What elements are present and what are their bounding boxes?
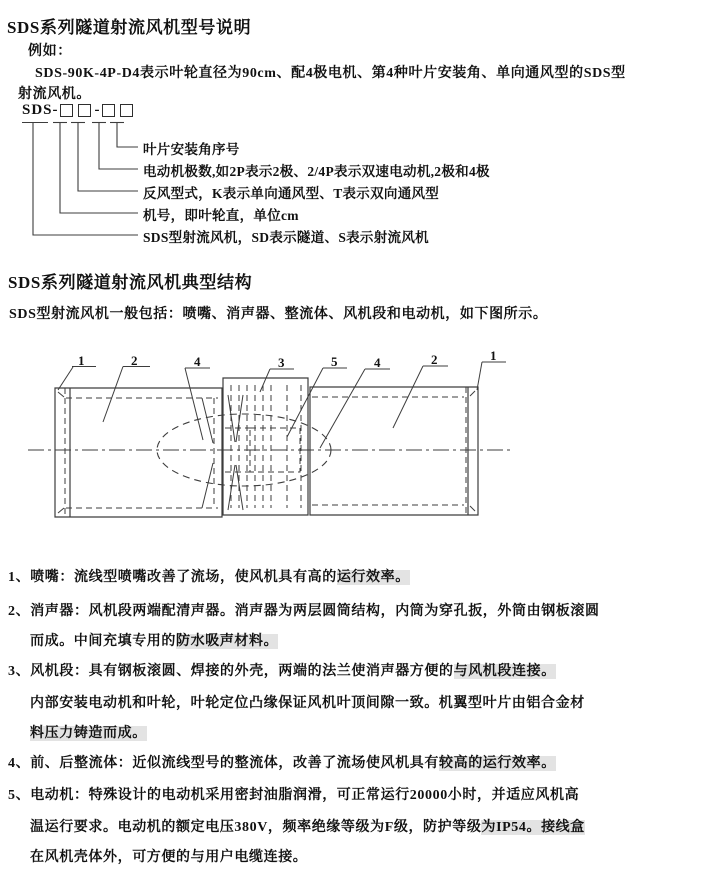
body-text-segment: 在风机壳体外，可方便的与用户电缆连接。: [30, 850, 308, 865]
model-legend-label: 电动机极数,如2P表示2极、2/4P表示双速电动机,2极和4极: [143, 164, 490, 179]
diagram-callout: [393, 352, 448, 428]
model-legend-label: SDS型射流风机，SD表示隧道、S表示射流风机: [143, 230, 429, 245]
callout-number: 5: [331, 354, 338, 369]
body-text-segment: 内部安装电动机和叶轮，叶轮定位凸缘保证风机叶顶间隙一致。机翼型叶片由铝合金材: [30, 696, 585, 711]
structure-intro: SDS型射流风机一般包括：喷嘴、消声器、整流体、风机段和电动机，如下图所示。: [9, 307, 548, 322]
body-line: [30, 722, 147, 742]
diagram-callout: [287, 354, 347, 437]
example-line-2: 射流风机。: [18, 87, 91, 102]
callout-number: 3: [278, 355, 285, 370]
highlighted-text: 较高的运行效率。: [439, 756, 556, 771]
body-text-segment: 2、消声器：风机段两端配清声器。消声器为两层圆筒结构，内筒为穿孔扳，外筒由钢板滚圆: [8, 604, 600, 619]
body-line: [8, 600, 600, 620]
diagram-callout: [477, 348, 506, 390]
body-line: [30, 846, 307, 866]
diagram-callout: [58, 353, 96, 390]
highlighted-text: 与风机段连接。: [453, 664, 556, 679]
highlighted-text: 运行效率。: [336, 570, 410, 585]
model-code-separator: -: [94, 102, 100, 118]
body-text-segment: 3、风机段：具有钢板滚圆、焊接的外壳，两端的法兰使消声器方便的: [8, 664, 454, 679]
callout-number: 4: [194, 354, 201, 369]
structure-section-title: SDS系列隧道射流风机典型结构: [8, 273, 253, 292]
fan-structure-diagram: [0, 345, 710, 557]
callout-number: 2: [131, 353, 138, 368]
model-legend-label: 机号，即叶轮直，单位cm: [143, 208, 299, 223]
example-label: 例如：: [28, 44, 72, 59]
diagram-callout: [260, 355, 294, 392]
body-text-segment: 4、前、后整流体：近似流线型号的整流体，改善了流场使风机具有: [8, 756, 439, 771]
body-line: [8, 660, 556, 680]
body-line: [30, 692, 585, 712]
highlighted-text: 料压力铸造而成。: [30, 726, 147, 741]
callout-number: 2: [431, 352, 438, 367]
body-text-segment: 温运行要求。电动机的额定电压380V，频率绝缘等级为F级，防护等级: [30, 820, 482, 835]
callout-number: 4: [374, 355, 381, 370]
body-line: [8, 784, 579, 804]
body-line: [30, 630, 278, 650]
model-legend-label: 反风型式，K表示单向通风型、T表示双向通风型: [143, 186, 440, 201]
example-line-1: SDS-90K-4P-D4表示叶轮直径为90cm、配4极电机、第4种叶片安装角、单向通风型的SDS型: [35, 66, 626, 81]
body-text-segment: 而成。中间充填专用的: [30, 634, 176, 649]
body-text-segment: 5、电动机：特殊设计的电动机采用密封油脂润滑，可正常运行20000小时，并适应风机高: [8, 788, 580, 803]
diagram-callout: [185, 354, 210, 440]
body-line: [8, 752, 556, 772]
callout-number: 1: [78, 353, 85, 368]
model-legend-label: 叶片安装角序号: [143, 142, 240, 157]
body-line: [30, 816, 585, 836]
highlighted-text: 防水吸声材料。: [176, 634, 279, 649]
model-code-prefix: SDS-: [22, 102, 59, 118]
highlighted-text: 为IP54。接线盒: [481, 820, 585, 835]
model-section-title: SDS系列隧道射流风机型号说明: [7, 18, 252, 37]
body-line: [8, 566, 410, 586]
callout-number: 1: [490, 348, 497, 363]
body-text-segment: 1、喷嘴：流线型喷嘴改善了流场，使风机具有高的: [8, 570, 337, 585]
